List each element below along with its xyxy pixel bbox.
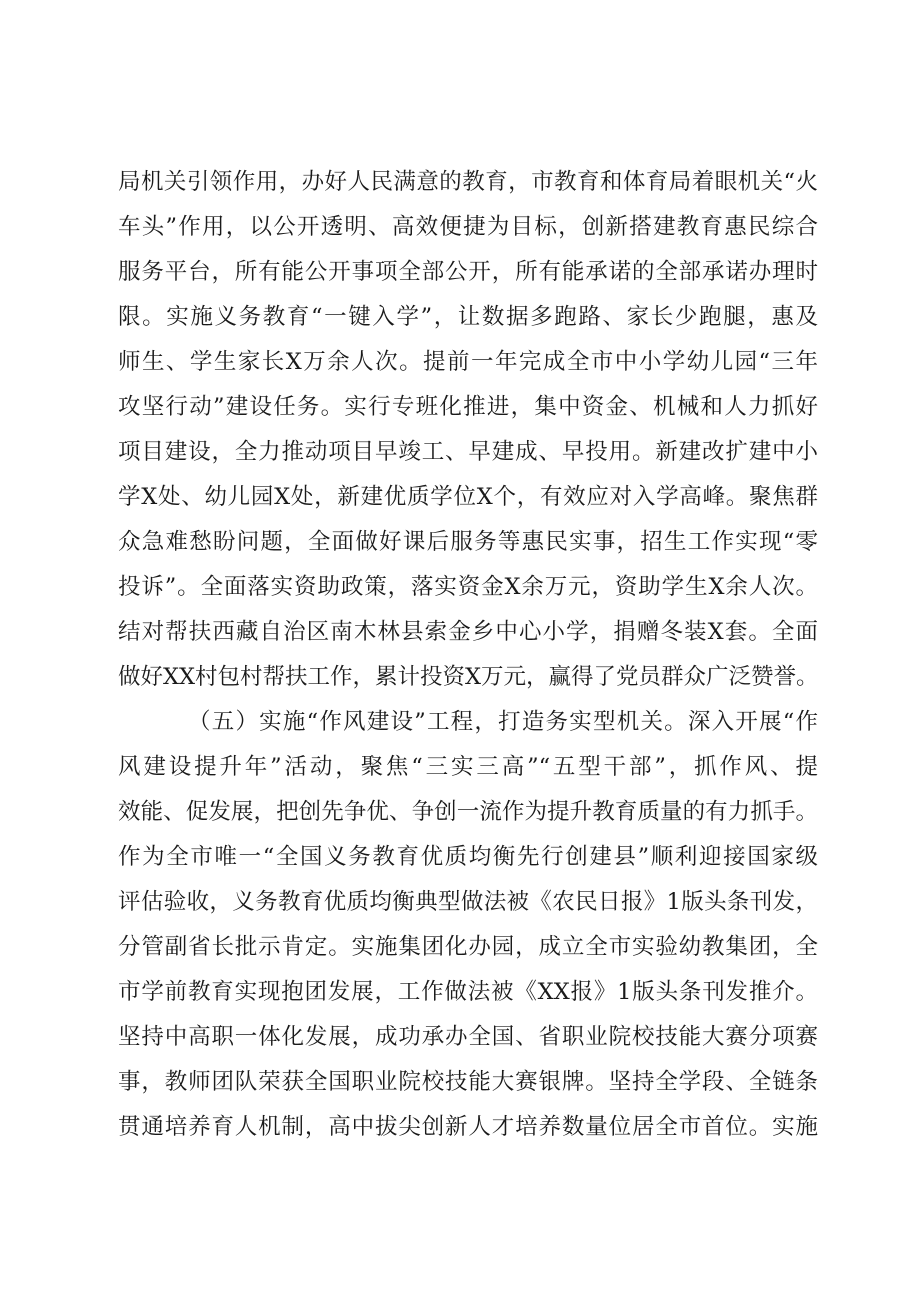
text-line: 风建设提升年”活动，聚焦“三实三高”“五型干部”，抓作风、提 — [118, 754, 818, 780]
text-line: 结对帮扶西藏自治区南木林县索金乡中心小学，捐赠冬装X套。全面 — [118, 619, 818, 645]
text-line: 众急难愁盼问题，全面做好课后服务等惠民实事，招生工作实现“零 — [118, 529, 818, 555]
text-line: 评估验收，义务教育优质均衡典型做法被《农民日报》1版头条刊发， — [118, 889, 818, 915]
text-line: 师生、学生家长X万余人次。提前一年完成全市中小学幼儿园“三年 — [118, 349, 818, 375]
text-line: 贯通培养育人机制，高中拔尖创新人才培养数量位居全市首位。实施 — [118, 1114, 818, 1140]
text-line: 事，教师团队荣获全国职业院校技能大赛银牌。坚持全学段、全链条 — [118, 1069, 818, 1095]
text-line: 效能、促发展，把创先争优、争创一流作为提升教育质量的有力抓手。 — [118, 799, 818, 825]
text-line: 作为全市唯一“全国义务教育优质均衡先行创建县”顺利迎接国家级 — [118, 844, 818, 870]
text-line: 市学前教育实现抱团发展，工作做法被《XX报》1版头条刊发推介。 — [118, 979, 818, 1005]
text-line: 服务平台，所有能公开事项全部公开，所有能承诺的全部承诺办理时 — [118, 259, 818, 285]
text-line: 分管副省长批示肯定。实施集团化办园，成立全市实验幼教集团，全 — [118, 934, 818, 960]
text-line: 项目建设，全力推动项目早竣工、早建成、早投用。新建改扩建中小 — [118, 439, 818, 465]
text-line: 坚持中高职一体化发展，成功承办全国、省职业院校技能大赛分项赛 — [118, 1024, 818, 1050]
text-line: 攻坚行动”建设任务。实行专班化推进，集中资金、机械和人力抓好 — [118, 394, 818, 420]
text-line: 车头”作用，以公开透明、高效便捷为目标，创新搭建教育惠民综合 — [118, 214, 818, 240]
text-line: 学X处、幼儿园X处，新建优质学位X个，有效应对入学高峰。聚焦群 — [118, 484, 818, 510]
section-heading-line: （五）实施“作风建设”工程，打造务实型机关。深入开展“作 — [188, 709, 818, 735]
text-line: 投诉”。全面落实资助政策，落实资金X余万元，资助学生X余人次。 — [118, 574, 818, 600]
text-line: 限。实施义务教育“一键入学”，让数据多跑路、家长少跑腿，惠及 — [118, 304, 818, 330]
text-line: 做好XX村包村帮扶工作，累计投资X万元，赢得了党员群众广泛赞誉。 — [118, 664, 819, 690]
text-line: 局机关引领作用，办好人民满意的教育，市教育和体育局着眼机关“火 — [118, 169, 818, 195]
